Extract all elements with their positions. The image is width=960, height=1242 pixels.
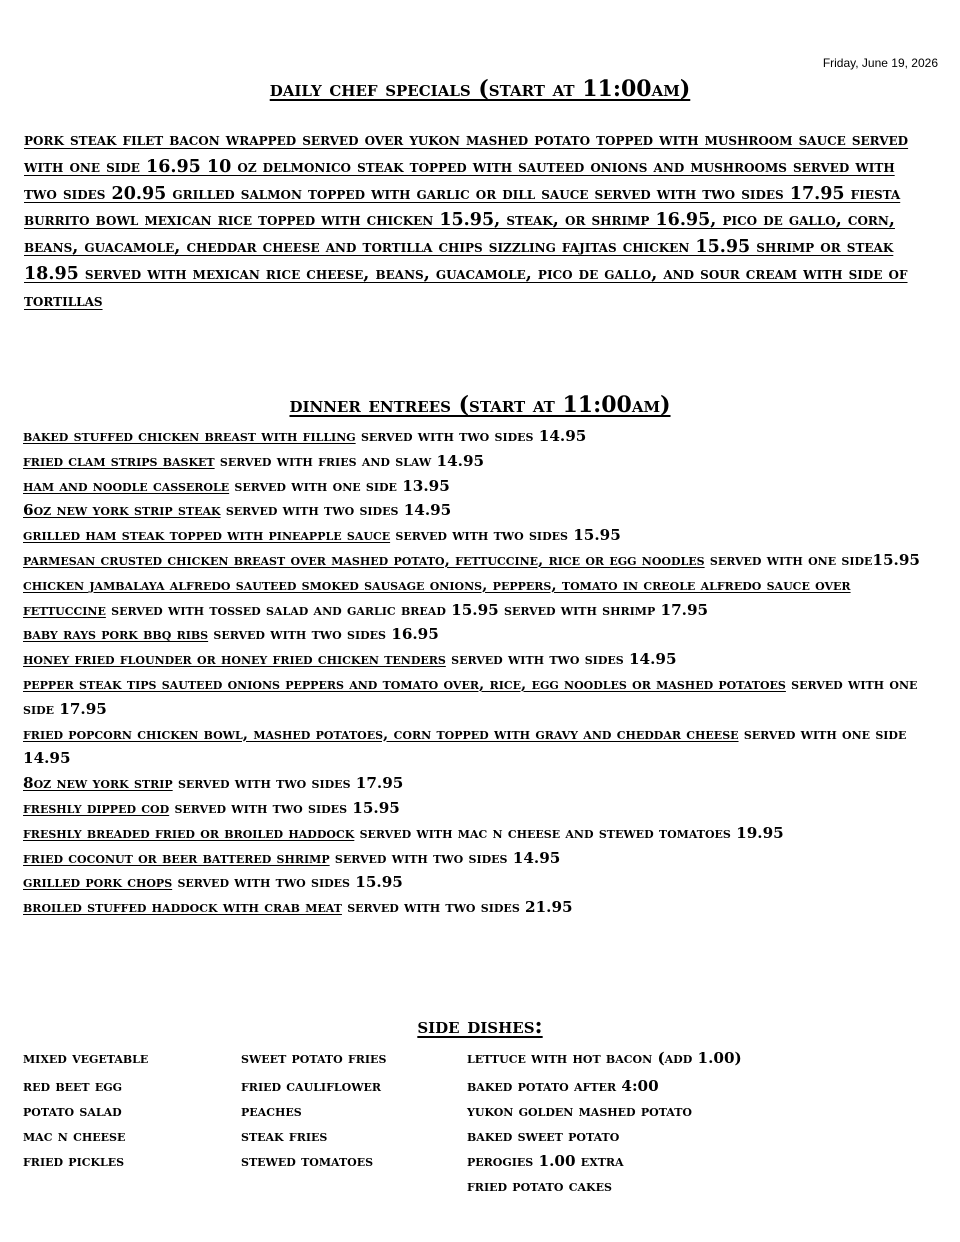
specials-heading: daily chef specials (start at 11:00am) bbox=[269, 76, 691, 102]
entree-name: grilled pork chops bbox=[23, 873, 173, 892]
side-dish-item: potato salad bbox=[23, 1102, 122, 1120]
entree-name: chicken jambalaya alfredo sauteed smoked sausage onions, peppers, tomato in creole alfredo sauce over fettuccine bbox=[23, 575, 851, 619]
entree-details: served with two sides 16.95 bbox=[208, 625, 439, 644]
entree-name: baby rays pork bbq ribs bbox=[23, 625, 209, 644]
specials-text: pork steak filet bacon wrapped served over yukon mashed potato topped with mushroom sauce served with one side 16.95 10 oz delmonico steak topped with sauteed onions and mushrooms served with two sides 20.95 grilled salmon topped with garlic or dill sauce served with two sides 17.95 fiesta burrito bowl mexican rice topped with chicken 15.95, steak, or shrimp 16.95, pico de gallo, corn, beans, guacamole, cheddar cheese and tortilla chips sizzling fajitas chicken 15.95 shrimp or steak 18.95 served with mexican rice cheese, beans, guacamole, pico de gallo, and sour cream with side of tortillas bbox=[24, 130, 909, 311]
entree-details: served with two sides 17.95 bbox=[172, 774, 404, 793]
entree-name: 6oz new york strip steak bbox=[23, 501, 221, 520]
sides-column-2 bbox=[241, 1046, 386, 1174]
entrees-list bbox=[23, 424, 928, 920]
side-dish-item: fried potato cakes bbox=[467, 1177, 612, 1195]
entree-item bbox=[23, 424, 928, 449]
entree-item bbox=[23, 722, 928, 772]
entree-details: served with two sides 14.95 bbox=[220, 501, 452, 520]
specials-paragraph bbox=[24, 127, 924, 315]
entree-item bbox=[23, 474, 928, 499]
entree-item bbox=[23, 498, 928, 523]
entree-item bbox=[23, 573, 928, 623]
entree-name: baked stuffed chicken breast with filling bbox=[23, 427, 356, 445]
side-dish-item: mac n cheese bbox=[23, 1127, 126, 1145]
entree-name: fried coconut or beer battered shrimp bbox=[23, 848, 330, 867]
entree-item bbox=[23, 523, 928, 548]
entree-details: served with two sides 14.95 bbox=[329, 848, 561, 867]
entree-item bbox=[23, 548, 928, 573]
specials-section bbox=[24, 127, 924, 315]
entree-name: fried clam strips basket bbox=[23, 451, 215, 470]
entree-details: served with one side15.95 bbox=[704, 550, 920, 569]
entree-name: fried popcorn chicken bowl, mashed potatoes, corn topped with gravy and cheddar cheese bbox=[23, 724, 739, 743]
entree-details: served with tossed salad and garlic bread 15.95 served with shrimp 17.95 bbox=[105, 600, 709, 619]
side-dish-item: yukon golden mashed potato bbox=[467, 1102, 693, 1120]
entree-name: parmesan crusted chicken breast over mashed potato, fettuccine, rice or egg noodles bbox=[23, 550, 705, 569]
sides-heading: side dishes: bbox=[417, 1013, 543, 1039]
entree-details: served with two sides 15.95 bbox=[169, 798, 400, 817]
entree-name: freshly dipped cod bbox=[23, 798, 170, 817]
entree-details: served with one side 17.95 bbox=[23, 674, 918, 718]
entree-details: served with two sides 15.95 bbox=[172, 873, 403, 892]
entree-details: served with mac n cheese and stewed tomatoes 19.95 bbox=[354, 823, 784, 842]
entree-name: ham and noodle casserole bbox=[23, 476, 230, 495]
sides-column-1 bbox=[23, 1046, 148, 1174]
entree-details: served with two sides 21.95 bbox=[341, 898, 573, 917]
entree-name: pepper steak tips sauteed onions peppers and tomato over, rice, egg noodles or mashed potatoes bbox=[23, 674, 786, 693]
entree-item bbox=[23, 672, 928, 722]
side-dish-item: fried cauliflower bbox=[241, 1077, 382, 1095]
entree-details: served with two sides 15.95 bbox=[390, 526, 621, 545]
side-dish-item: fried pickles bbox=[23, 1152, 125, 1170]
entree-details: served with one side 14.95 bbox=[23, 724, 907, 768]
entree-details: served with two sides 14.95 bbox=[355, 427, 587, 445]
entree-item bbox=[23, 846, 928, 871]
side-dish-item: lettuce with hot bacon (add 1.00) bbox=[467, 1049, 742, 1067]
side-dish-item: steak fries bbox=[241, 1127, 328, 1145]
side-dish-item: baked sweet potato bbox=[467, 1127, 620, 1145]
entree-item bbox=[23, 449, 928, 474]
entree-details: served with fries and slaw 14.95 bbox=[214, 451, 485, 470]
entree-item bbox=[23, 870, 928, 895]
entree-name: broiled stuffed haddock with crab meat bbox=[23, 898, 342, 917]
sides-column-3 bbox=[467, 1046, 742, 1199]
entree-details: served with one side 13.95 bbox=[229, 476, 450, 495]
side-dish-item: peaches bbox=[241, 1102, 302, 1120]
entrees-heading: dinner entrees (start at 11:00am) bbox=[289, 392, 671, 418]
entree-details: served with two sides 14.95 bbox=[445, 650, 677, 669]
entree-name: freshly breaded fried or broiled haddock bbox=[23, 823, 355, 842]
entree-item bbox=[23, 771, 928, 796]
side-dish-item: stewed tomatoes bbox=[241, 1152, 374, 1170]
entree-item bbox=[23, 647, 928, 672]
entree-item bbox=[23, 796, 928, 821]
entree-item bbox=[23, 821, 928, 846]
entree-name: grilled ham steak topped with pineapple sauce bbox=[23, 526, 391, 545]
entree-name: 8oz new york strip bbox=[23, 774, 173, 793]
side-dish-item: red beet egg bbox=[23, 1077, 123, 1095]
side-dish-item: mixed vegetable bbox=[23, 1049, 149, 1067]
entree-name: honey fried flounder or honey fried chicken tenders bbox=[23, 650, 446, 669]
entree-item bbox=[23, 622, 928, 647]
side-dish-item: baked potato after 4:00 bbox=[467, 1077, 659, 1095]
side-dish-item: perogies 1.00 extra bbox=[467, 1152, 624, 1170]
print-date: Friday, June 19, 2026 bbox=[822, 56, 938, 70]
side-dish-item: sweet potato fries bbox=[241, 1049, 387, 1067]
entree-item bbox=[23, 895, 928, 920]
